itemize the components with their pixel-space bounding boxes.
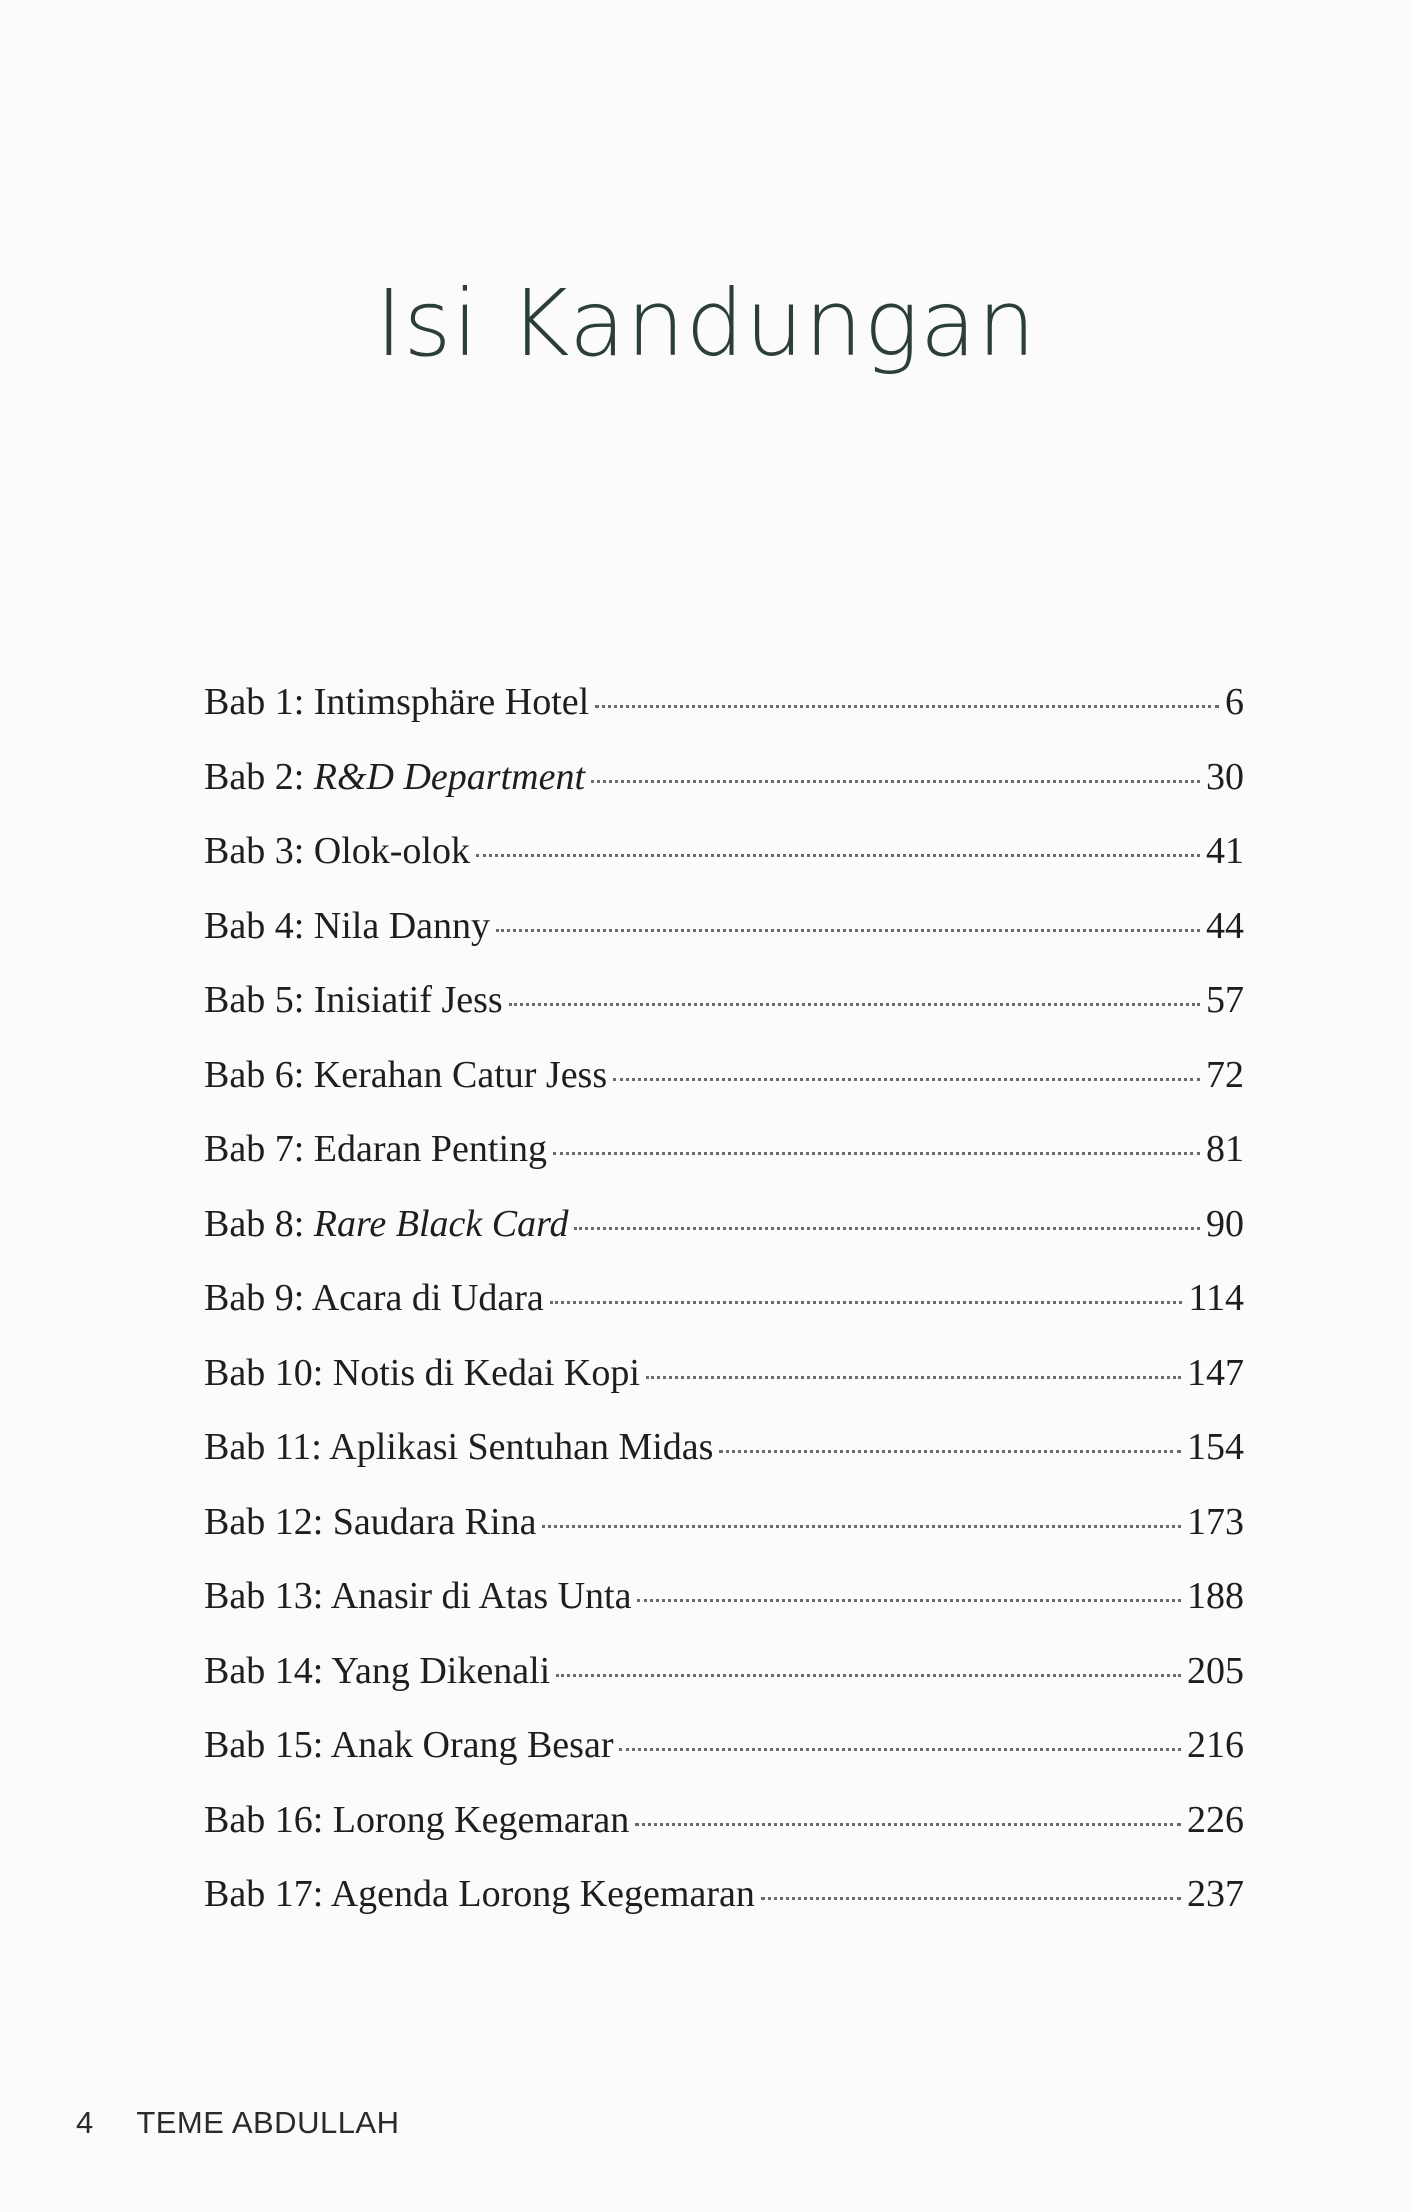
toc-entry-label — [204, 1723, 613, 1767]
dot-leader — [556, 1674, 1181, 1677]
chapter-title: Anak Orang Besar — [330, 1724, 614, 1766]
chapter-page-number: 81 — [1206, 1128, 1244, 1170]
chapter-page-number: 30 — [1206, 755, 1244, 798]
dot-leader — [635, 1823, 1181, 1826]
page-title: Isi Kandungan — [375, 270, 1037, 377]
dot-leader — [613, 1078, 1200, 1081]
chapter-title: Yang Dikenali — [331, 1649, 551, 1692]
chapter-title: Saudara Rina — [332, 1500, 537, 1543]
chapter-number: Bab 10: — [204, 1351, 333, 1394]
dot-leader — [761, 1897, 1181, 1900]
toc-entry-label — [204, 1500, 536, 1544]
toc-entry-label — [204, 1127, 547, 1171]
chapter-number: Bab 9: — [204, 1277, 312, 1319]
toc-entry-label — [204, 904, 490, 948]
chapter-title: Rare Black Card — [313, 1202, 569, 1245]
dot-leader — [646, 1376, 1181, 1379]
chapter-page-number: 114 — [1188, 1277, 1244, 1319]
chapter-title: Inisiatif Jess — [313, 979, 503, 1021]
chapter-number: Bab 17: — [204, 1873, 331, 1915]
toc-entry — [204, 1351, 1244, 1426]
chapter-page-number: 147 — [1187, 1351, 1244, 1394]
toc-entry — [204, 1798, 1244, 1873]
chapter-title: Olok-olok — [313, 830, 470, 872]
chapter-title: Kerahan Catur Jess — [313, 1053, 608, 1096]
chapter-number: Bab 13: — [204, 1575, 331, 1617]
chapter-title: Edaran Penting — [313, 1128, 547, 1170]
dot-leader — [550, 1301, 1183, 1304]
toc-entry — [204, 680, 1244, 755]
chapter-page-number: 188 — [1187, 1575, 1244, 1617]
chapter-number: Bab 7: — [204, 1128, 314, 1170]
dot-leader — [595, 705, 1219, 708]
toc-entry-label — [204, 755, 585, 799]
toc-entry — [204, 978, 1244, 1053]
toc-entry — [204, 829, 1244, 904]
chapter-number: Bab 12: — [204, 1500, 333, 1543]
toc-entry — [204, 1053, 1244, 1128]
dot-leader — [591, 780, 1200, 783]
toc-entry — [204, 1574, 1244, 1649]
toc-entry — [204, 1649, 1244, 1724]
author-name: TEME ABDULLAH — [136, 2105, 400, 2140]
toc-entry — [204, 1202, 1244, 1277]
toc-entry — [204, 1425, 1244, 1500]
toc-entry — [204, 1723, 1244, 1798]
chapter-page-number: 41 — [1206, 830, 1244, 872]
chapter-title: Aplikasi Sentuhan Midas — [329, 1426, 714, 1468]
chapter-number: Bab 2: — [204, 755, 314, 798]
chapter-number: Bab 1: — [204, 681, 314, 723]
chapter-page-number: 205 — [1187, 1649, 1244, 1692]
chapter-title: Acara di Udara — [311, 1277, 544, 1319]
dot-leader — [637, 1599, 1181, 1602]
toc-entry — [204, 1500, 1244, 1575]
toc-entry — [204, 1276, 1244, 1351]
chapter-title: Lorong Kegemaran — [332, 1798, 630, 1841]
chapter-page-number: 72 — [1206, 1053, 1244, 1096]
chapter-title: Nila Danny — [313, 904, 491, 947]
chapter-number: Bab 6: — [204, 1053, 314, 1096]
chapter-title: Notis di Kedai Kopi — [332, 1351, 640, 1394]
toc-entry — [204, 1127, 1244, 1202]
dot-leader — [574, 1227, 1200, 1230]
toc-entry-label — [204, 680, 589, 724]
toc-entry-label — [204, 1798, 629, 1842]
chapter-title: R&D Department — [313, 755, 586, 798]
running-footer — [76, 2105, 400, 2141]
chapter-number: Bab 14: — [204, 1649, 332, 1692]
chapter-title: Agenda Lorong Kegemaran — [330, 1873, 755, 1915]
toc-entry-label — [204, 829, 470, 873]
chapter-page-number: 6 — [1225, 681, 1244, 723]
dot-leader — [619, 1748, 1181, 1751]
chapter-page-number: 173 — [1187, 1500, 1244, 1543]
chapter-number: Bab 11: — [204, 1426, 330, 1468]
toc-entry-label — [204, 1649, 550, 1693]
toc-entry-label — [204, 1276, 544, 1320]
page-number: 4 — [76, 2105, 94, 2140]
dot-leader — [719, 1450, 1181, 1453]
chapter-page-number: 216 — [1187, 1724, 1244, 1766]
toc-entry-label — [204, 1053, 607, 1097]
toc-entry — [204, 1872, 1244, 1947]
chapter-page-number: 237 — [1187, 1873, 1244, 1915]
chapter-title: Anasir di Atas Unta — [330, 1575, 632, 1617]
chapter-number: Bab 3: — [204, 830, 314, 872]
toc-entry-label — [204, 1202, 568, 1246]
toc-entry — [204, 904, 1244, 979]
toc-entry-label — [204, 1425, 713, 1469]
chapter-page-number: 57 — [1206, 979, 1244, 1021]
dot-leader — [496, 929, 1200, 932]
chapter-number: Bab 5: — [204, 979, 314, 1021]
dot-leader — [476, 854, 1200, 857]
table-of-contents — [204, 680, 1244, 1947]
toc-entry — [204, 755, 1244, 830]
toc-entry-label — [204, 1351, 640, 1395]
dot-leader — [553, 1152, 1200, 1155]
toc-entry-label — [204, 1872, 755, 1916]
dot-leader — [542, 1525, 1181, 1528]
chapter-number: Bab 8: — [204, 1202, 314, 1245]
chapter-number: Bab 15: — [204, 1724, 331, 1766]
chapter-number: Bab 4: — [204, 904, 314, 947]
toc-entry-label — [204, 978, 503, 1022]
toc-entry-label — [204, 1574, 631, 1618]
chapter-title: Intimsphäre Hotel — [313, 681, 590, 723]
chapter-page-number: 154 — [1187, 1426, 1244, 1468]
chapter-page-number: 90 — [1206, 1202, 1244, 1245]
dot-leader — [509, 1003, 1200, 1006]
chapter-page-number: 44 — [1206, 904, 1244, 947]
chapter-number: Bab 16: — [204, 1798, 333, 1841]
chapter-page-number: 226 — [1187, 1798, 1244, 1841]
